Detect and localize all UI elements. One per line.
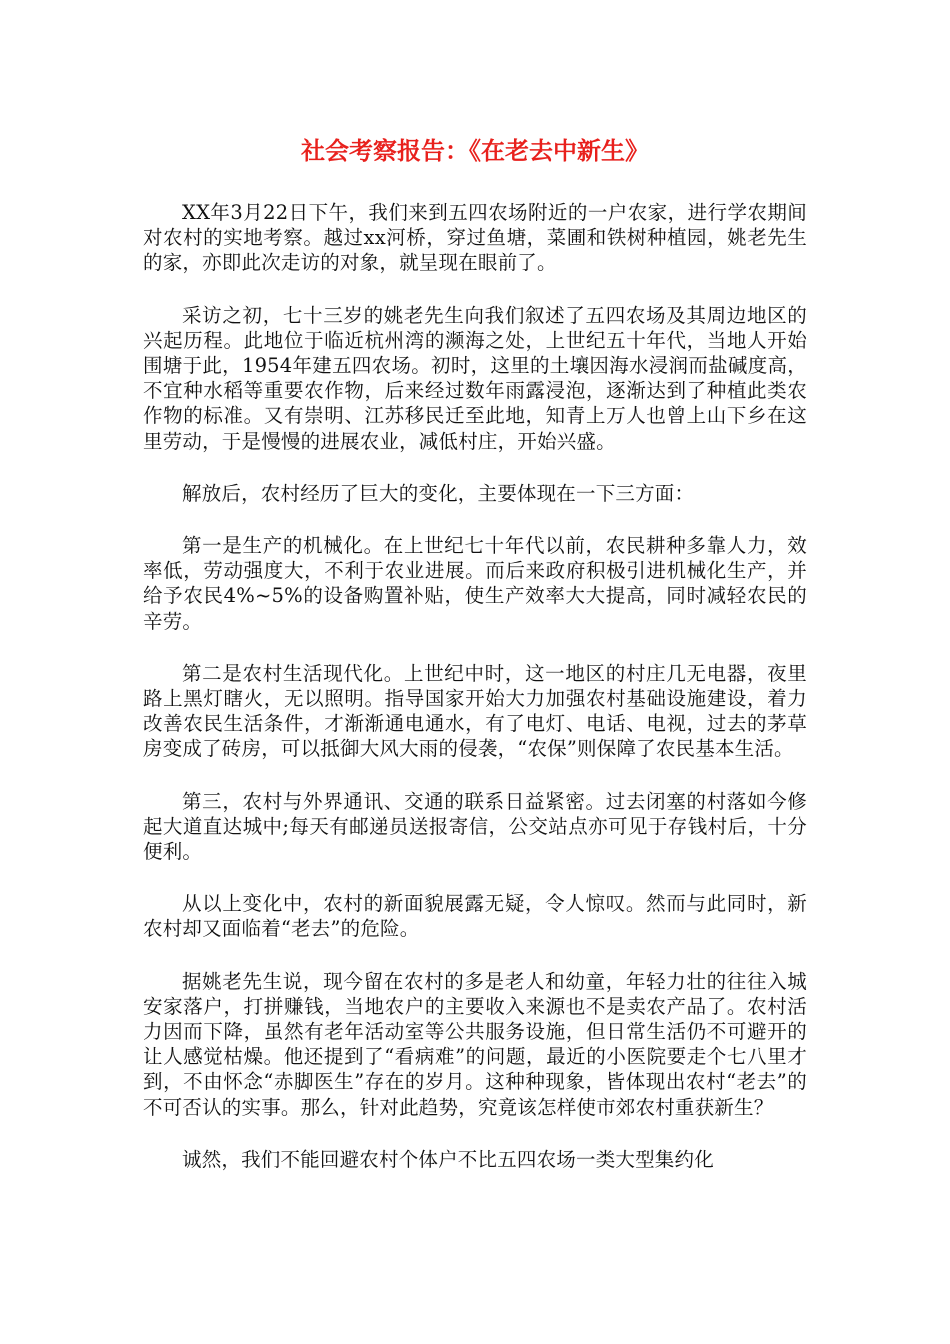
paragraph-modernization: 第二是农村生活现代化。上世纪中时，这一地区的村庄几无电器，夜里路上黑灯瞎火，无以照明。指导国家开始大力加强农村基础设施建设，着力改善农民生活条件，才渐渐通电通水，有了电灯、电话、电视，过去的茅草房变成了砖房，可以抵御大风大雨的侵袭，“农保”则保障了农民基本生活。 bbox=[143, 661, 807, 761]
paragraph-aging-risk: 从以上变化中，农村的新面貌展露无疑，令人惊叹。然而与此同时，新农村却又面临着“老去”的危险。 bbox=[143, 892, 807, 941]
paragraph-history: 采访之初，七十三岁的姚老先生向我们叙述了五四农场及其周边地区的兴起历程。此地位于临近杭州湾的濒海之处，上世纪五十年代，当地人开始围塘于此，1954年建五四农场。初时，这里的土壤因海水浸润而盐碱度高，不宜种水稻等重要农作物，后来经过数年雨露浸泡，逐渐达到了种植此类农作物的标准。又有崇明、江苏移民迁至此地，知青上万人也曾上山下乡在这里劳动，于是慢慢的进展农业，减低村庄，开始兴盛。 bbox=[143, 303, 807, 453]
document-body bbox=[143, 200, 807, 1199]
paragraph-aging-details: 据姚老先生说，现今留在农村的多是老人和幼童，年轻力壮的往往入城安家落户，打拼赚钱，当地农户的主要收入来源也不是卖农产品了。农村活力因而下降，虽然有老年活动室等公共服务设施，但日常生活仍不可避开的让人感觉枯燥。他还提到了“看病难”的问题，最近的小医院要走个七八里才到，不由怀念“赤脚医生”存在的岁月。这种种现象，皆体现出农村“老去”的不可否认的实事。那么，针对此趋势，究竟该怎样使市郊农村重获新生？ bbox=[143, 969, 807, 1119]
paragraph-intro: XX年3月22日下午，我们来到五四农场附近的一户农家，进行学农期间对农村的实地考察。越过xx河桥，穿过鱼塘，菜圃和铁树种植园，姚老先生的家，亦即此次走访的对象，就呈现在眼前了。 bbox=[143, 201, 807, 275]
paragraph-mechanization: 第一是生产的机械化。在上世纪七十年代以前，农民耕种多靠人力，效率低，劳动强度大，不利于农业进展。而后来政府积极引进机械化生产，并给予农民4%~5%的设备购置补贴，使生产效率大大提高，同时减轻农民的辛劳。 bbox=[143, 534, 807, 633]
paragraph-changes-summary: 解放后，农村经历了巨大的变化，主要体现在一下三方面： bbox=[182, 481, 695, 505]
paragraph-communication: 第三，农村与外界通讯、交通的联系日益紧密。过去闭塞的村落如今修起大道直达城中;每天有邮递员送报寄信，公交站点亦可见于存钱村后，十分便利。 bbox=[143, 789, 807, 864]
document-title: 社会考察报告：《在老去中新生》 bbox=[301, 137, 649, 165]
paragraph-conclusion-start: 诚然，我们不能回避农村个体户不比五四农场一类大型集约化 bbox=[182, 1147, 714, 1171]
